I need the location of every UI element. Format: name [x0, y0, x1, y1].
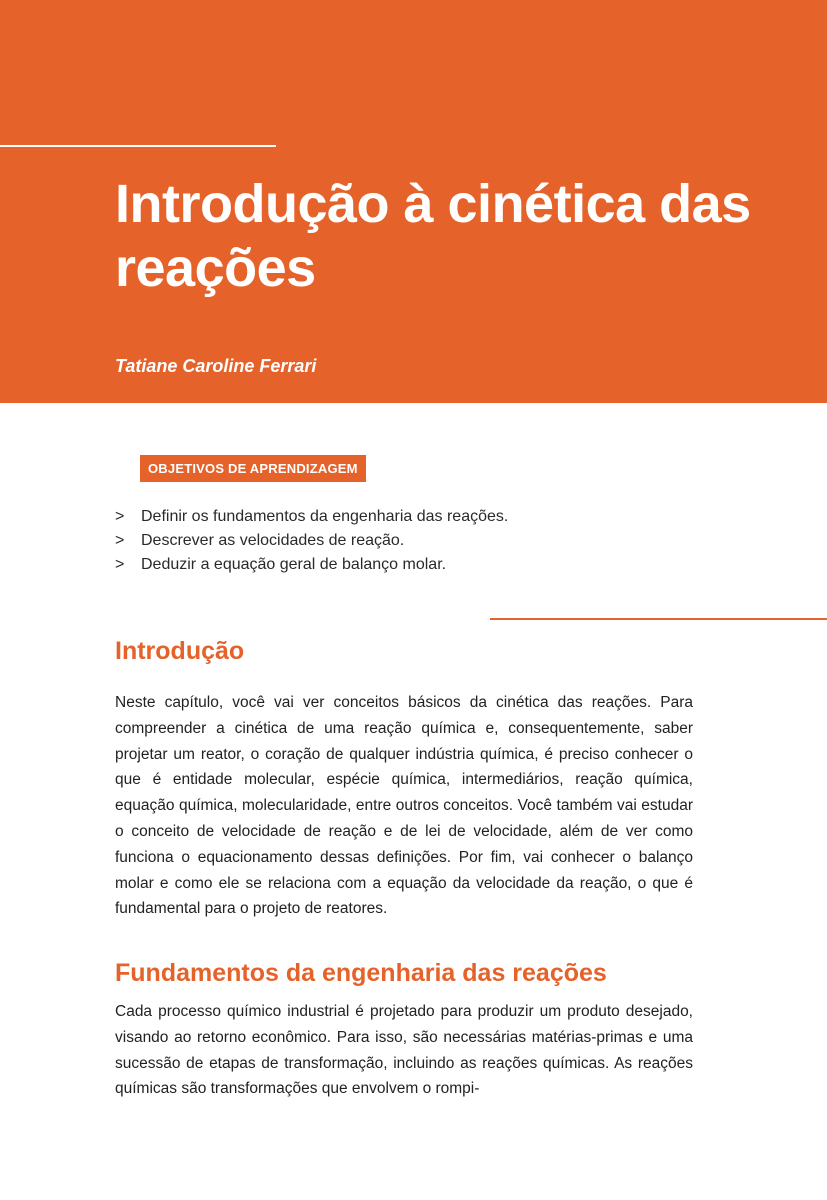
section-heading-introduction: Introdução [115, 637, 245, 665]
fundamentals-paragraph: Cada processo químico industrial é projetado para produzir um produto desejado, visando ao retorno econômico. Para isso, são necessárias matérias-primas e uma sucessão de etapas de transformação, incluindo as reações químicas. As reações químicas são transformações que envolvem o rompi- [115, 1003, 693, 1098]
objective-text: Definir os fundamentos da engenharia das reações. [141, 508, 509, 525]
objective-item [115, 505, 508, 529]
chapter-title: Introdução à cinética das reações [115, 174, 751, 298]
objective-text: Descrever as velocidades de reação. [141, 532, 405, 549]
section-divider [490, 618, 827, 620]
objective-marker: > [115, 556, 125, 573]
objective-item [115, 529, 508, 553]
objectives-label: OBJETIVOS DE APRENDIZAGEM [140, 455, 366, 482]
banner-divider [0, 145, 276, 147]
objective-marker: > [115, 508, 125, 525]
chapter-banner [0, 0, 827, 403]
objectives-list [115, 505, 508, 577]
objective-item [115, 553, 508, 577]
introduction-paragraph: Neste capítulo, você vai ver conceitos básicos da cinética das reações. Para compreender a cinética de uma reação química e, consequentemente, saber projetar um reator, o coração de qualquer indústria química, é preciso conhecer o que é entidade molecular, espécie química, intermediários, reação química, equação química, molecularidade, entre outros conceitos. Você também vai estudar o conceito de velocidade de reação e de lei de velocidade, além de ver como funciona o equacionamento dessas definições. Por fim, vai conhecer o balanço molar e como ele se relaciona com a equação da velocidade da reação, o que é fundamental para o projeto de reatores. [115, 694, 693, 918]
author-name: Tatiane Caroline Ferrari [115, 356, 317, 376]
section-heading-fundamentals: Fundamentos da engenharia das reações [115, 959, 607, 987]
objective-marker: > [115, 532, 125, 549]
objective-text: Deduzir a equação geral de balanço molar. [141, 556, 447, 573]
